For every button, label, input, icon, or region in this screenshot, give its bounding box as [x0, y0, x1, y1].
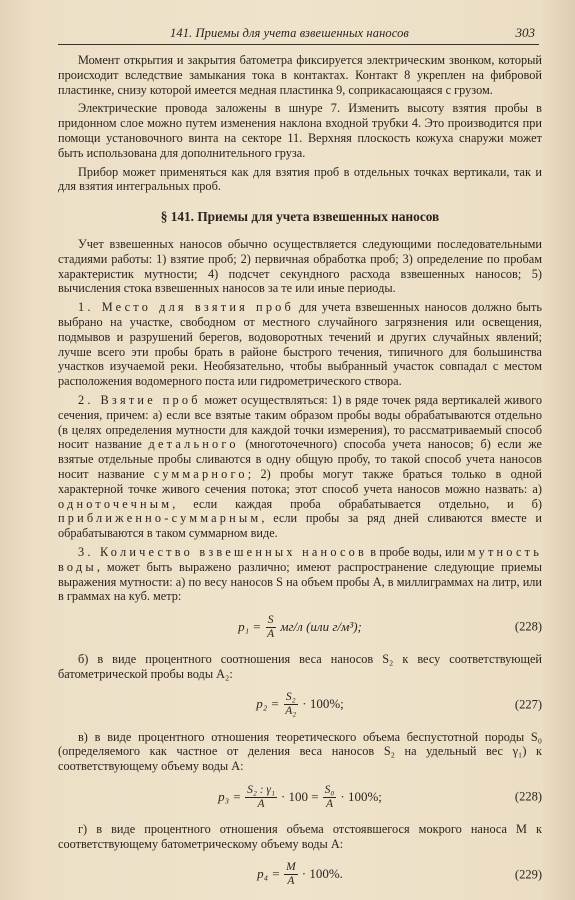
formula-229-rhs: · 100%. [301, 866, 343, 882]
formula-228-lhs: p₁ = [238, 618, 262, 634]
formula-228b-denominator-2: A [326, 797, 334, 810]
formula-228 [58, 612, 542, 642]
formula-228b-denominator-1: A [257, 797, 265, 810]
spaced-term-detailed: детального [148, 437, 239, 452]
formula-228b-number: (228) [514, 789, 542, 804]
paragraph-batometer-contacts: Момент открытия и закрытия батометра фиксируется электрическим звонком, который происходит вследствие замыкания тока в контактах. Контакт 8 укреплен на фибровой пластинке, снизу которой имеется медная пластинка 9, соприкасающаяся с грузом. [58, 53, 542, 97]
spaced-term-single-point: одноточечным [58, 496, 173, 511]
formula-228-denominator: A [267, 627, 275, 640]
section-heading: § 141. Приемы для учета взвешенных наносов [160, 209, 440, 225]
page-body [58, 53, 542, 900]
paragraph-electric-wires: Электрические провода заложены в шнуре 7. Изменить высоту взятия пробы в придонном слое можно путем изменения наклона входной трубки 4. Это производится при помощи установочного винта на секторе 11. Верхняя плоскость кожуха снаружи может быть использована для дополнительного груза. [58, 101, 542, 160]
paragraph-device-usage: Прибор может применяться как для взятия проб в отдельных точках вертикали, так и для взятия интегральных проб. [58, 164, 542, 194]
formula-228b-fraction-1 [245, 784, 277, 811]
paragraph-wet-sediment: г) в виде процентного отношения объема отстоявшегося мокрого наноса M к соответствующему батометрическому объему воды A: [58, 822, 542, 851]
paragraph-percent-weight: б) в виде процентного соотношения веса наносов S₂ к весу соответствующей батометрической пробы воды A₂: [58, 652, 542, 681]
paragraph-sampling [58, 393, 542, 541]
sampling-text-e: , если пробы за ряд дней сливаются вместе и обрабатываются в таком суммарном виде. [58, 511, 542, 541]
paragraph-sediment-amount [58, 545, 542, 604]
sampling-text-c: ; 2) пробы могут также браться только в одной характерной точке живого сечения потока; этот способ учета наносов можно назвать: а) [58, 466, 542, 496]
paragraph-percent-volume: в) в виде процентного отношения теоретического объема беспустотной породы S₀ (определяемого как частное от деления веса наносов S₂ на удельный вес γ₁) к соответствующему объему воды A: [58, 729, 542, 774]
formula-228-fraction [265, 614, 276, 641]
formula-228b-fraction-2 [323, 784, 337, 811]
formula-228b-lhs: p₃ = [218, 788, 242, 804]
formula-228b-numerator-1: S₂ : γ₁ [247, 783, 275, 796]
paragraph-sampling-place [58, 300, 542, 389]
page-number: 303 [515, 25, 535, 40]
formula-228-rhs: мг/л (или г/м³); [280, 618, 362, 634]
sampling-text-d: , если каждая проба обрабатывается отдельно, и б) [172, 496, 542, 511]
sampling-place-text: для учета взвешенных наносов должно быть выбрано на участке, свободном от местного случайного загрязнения или освещения, подмывов и разрушений берегов, водоворотных течений и других случайных явлений; лучше всего эти пробы брать в районе быстрого течения, типичного для большинства участков изучаемой реки. Необязательно, чтобы выбранный участок совпадал с местом расположения водомерного поста или гидрометрического створа. [58, 300, 542, 389]
formula-229-lhs: p₄ = [257, 866, 281, 882]
formula-228b [58, 782, 542, 812]
paragraph-stages: Учет взвешенных наносов обычно осуществляется следующими последовательными стадиями работы: 1) взятие проб; 2) первичная обработка проб; 3) определение по пробам характеристик мутности; 4) подсчет секундного расхода взвешенных наносов; 5) вычисления стока взвешенных наносов за те или иные периоды. [58, 236, 542, 296]
spaced-term-sampling-place: 1. Место для взятия проб [78, 300, 294, 315]
formula-227-lhs: p₂ = [256, 696, 280, 712]
formula-229 [58, 860, 542, 890]
spaced-term-turbidity: мутность воды [58, 544, 543, 574]
spaced-term-approx-summary: приближенно-суммарным [58, 511, 262, 526]
formula-227-rhs: · 100%; [302, 696, 344, 712]
sampling-text-b: (многоточечного) способа учета наносов; б) если же взятые отдельные пробы сливаются в одну общую пробу, то такой способ учета наносов носит название [58, 437, 542, 481]
formula-228-numerator: S [267, 613, 274, 626]
formula-228b-rhs: · 100%; [340, 788, 382, 804]
running-header-title: 141. Приемы для учета взвешенных наносов [170, 26, 409, 40]
formula-227-numerator: S₂ [285, 691, 296, 704]
sediment-text-a: в пробе воды, или [367, 544, 468, 559]
spaced-term-sediment-amount: 3. Количество взвешенных наносов [78, 544, 367, 559]
formula-229-denominator: A [287, 875, 295, 888]
spaced-term-sampling: 2. Взятие проб [78, 392, 201, 407]
formula-229-numerator: M [286, 861, 296, 874]
sediment-text-b: , может быть выражено различно; имеют распространение следующие приемы выражения мутности: а) по весу наносов S на объем пробы A, в миллиграммах на литр, или в граммах на куб. метр: [58, 559, 542, 604]
formula-227-number: (227) [514, 697, 542, 712]
sampling-text-a: может осуществляться: 1) в ряде точек ряда вертикалей живого сечения, причем: а) если все взятые таким образом пробы воды обрабатываются отдельно (в целях определения мутности для каждой точки измерения), то рассматриваемый способ носит название [58, 392, 542, 452]
formula-227 [58, 690, 542, 720]
formula-229-number: (229) [514, 867, 542, 882]
formula-228b-numerator-2: S₀ [324, 783, 335, 796]
spaced-term-summary: суммарного [153, 466, 248, 481]
formula-227-fraction [283, 691, 298, 718]
formula-227-denominator: A₂ [285, 705, 297, 718]
formula-228b-middle: · 100 = [280, 788, 319, 804]
formula-229-fraction [284, 861, 298, 888]
formula-228-number: (228) [514, 619, 542, 634]
running-header [58, 24, 539, 45]
